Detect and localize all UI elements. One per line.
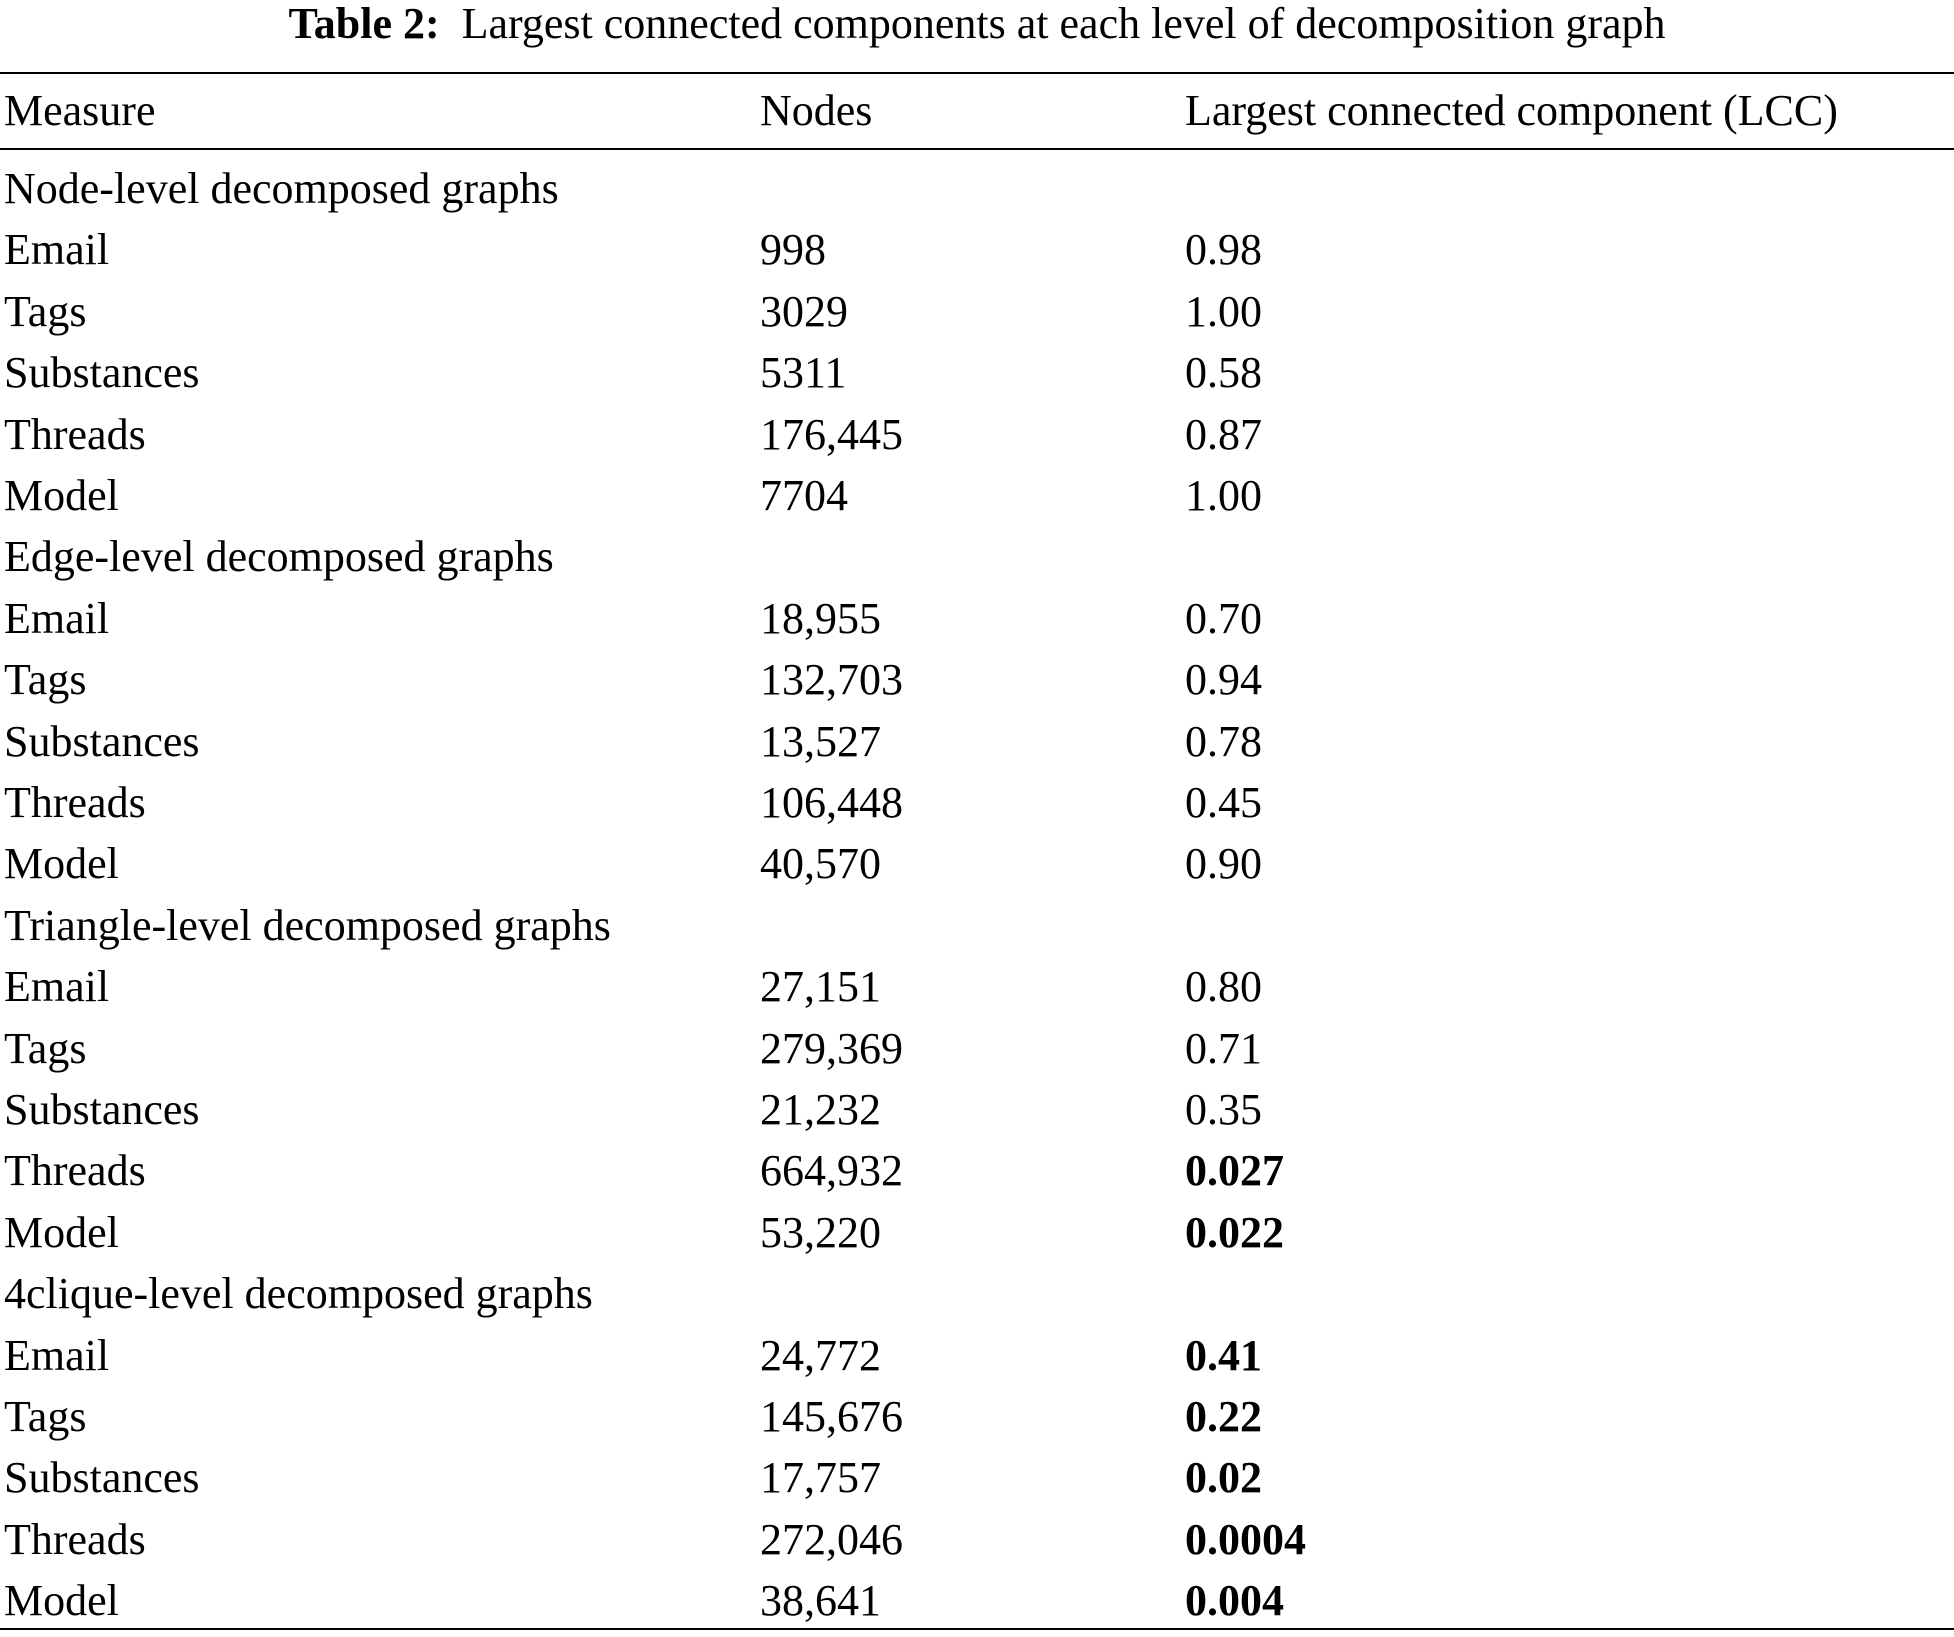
lcc-cell: 1.00 bbox=[1185, 286, 1262, 336]
nodes-cell: 5311 bbox=[760, 348, 847, 398]
nodes-cell: 18,955 bbox=[760, 593, 881, 643]
nodes-cell: 27,151 bbox=[760, 962, 881, 1012]
lcc-cell: 0.58 bbox=[1185, 348, 1262, 398]
table-row bbox=[0, 281, 1954, 342]
table-row bbox=[0, 1018, 1954, 1079]
section-heading-row bbox=[0, 158, 1954, 219]
measure-cell: Email bbox=[4, 593, 110, 643]
lcc-cell: 0.027 bbox=[1185, 1146, 1284, 1196]
table-row bbox=[0, 649, 1954, 710]
table-row bbox=[0, 1447, 1954, 1508]
table-caption bbox=[0, 0, 1954, 58]
table-row bbox=[0, 1079, 1954, 1140]
measure-cell: Threads bbox=[4, 778, 146, 827]
nodes-cell: 176,445 bbox=[760, 409, 903, 459]
nodes-cell: 145,676 bbox=[760, 1392, 903, 1441]
measure-cell: Tags bbox=[4, 286, 87, 336]
lcc-cell: 0.02 bbox=[1185, 1453, 1262, 1503]
measure-cell: Tags bbox=[4, 655, 87, 705]
lcc-cell: 0.022 bbox=[1185, 1207, 1284, 1257]
lcc-cell: 0.22 bbox=[1185, 1392, 1262, 1441]
column-header-lcc: Largest connected component (LCC) bbox=[1185, 86, 1838, 135]
section-heading-row bbox=[0, 1263, 1954, 1324]
lcc-cell: 0.94 bbox=[1185, 655, 1262, 705]
table-caption-label: Table 2: bbox=[288, 0, 440, 48]
measure-cell: Model bbox=[4, 1576, 119, 1626]
lcc-cell: 0.71 bbox=[1185, 1023, 1262, 1073]
measure-cell: Email bbox=[4, 225, 110, 275]
table-row bbox=[0, 1202, 1954, 1263]
nodes-cell: 21,232 bbox=[760, 1085, 881, 1134]
lcc-cell: 0.70 bbox=[1185, 593, 1262, 643]
lcc-cell: 0.80 bbox=[1185, 962, 1262, 1012]
table-row bbox=[0, 956, 1954, 1017]
lcc-cell: 0.98 bbox=[1185, 225, 1262, 275]
table-row bbox=[0, 772, 1954, 833]
measure-cell: Model bbox=[4, 839, 119, 889]
bottom-rule bbox=[0, 1628, 1954, 1630]
measure-cell: Email bbox=[4, 962, 110, 1012]
measure-cell: Threads bbox=[4, 1146, 146, 1196]
table-row bbox=[0, 1325, 1954, 1386]
measure-cell: Substances bbox=[4, 716, 200, 766]
measure-cell: Email bbox=[4, 1330, 110, 1380]
table-row bbox=[0, 404, 1954, 465]
lcc-cell: 0.004 bbox=[1185, 1576, 1284, 1626]
measure-cell: Model bbox=[4, 471, 119, 520]
measure-cell: Substances bbox=[4, 1085, 200, 1134]
nodes-cell: 53,220 bbox=[760, 1207, 881, 1257]
measure-cell: Threads bbox=[4, 1514, 146, 1564]
table-row bbox=[0, 1509, 1954, 1570]
table-row bbox=[0, 342, 1954, 403]
lcc-cell: 0.0004 bbox=[1185, 1514, 1306, 1564]
table-row bbox=[0, 833, 1954, 894]
nodes-cell: 3029 bbox=[760, 286, 848, 336]
nodes-cell: 272,046 bbox=[760, 1514, 903, 1564]
table-row bbox=[0, 711, 1954, 772]
lcc-cell: 1.00 bbox=[1185, 471, 1262, 520]
table-row bbox=[0, 219, 1954, 280]
table-caption-text: Largest connected components at each level of decomposition graph bbox=[461, 0, 1666, 48]
table-row bbox=[0, 588, 1954, 649]
lcc-cell: 0.45 bbox=[1185, 778, 1262, 827]
nodes-cell: 7704 bbox=[760, 471, 848, 520]
measure-cell: Tags bbox=[4, 1392, 87, 1441]
nodes-cell: 106,448 bbox=[760, 778, 903, 827]
nodes-cell: 17,757 bbox=[760, 1453, 881, 1503]
section-heading: Edge-level decomposed graphs bbox=[4, 532, 554, 582]
nodes-cell: 38,641 bbox=[760, 1576, 881, 1626]
nodes-cell: 40,570 bbox=[760, 839, 881, 889]
section-heading: 4clique-level decomposed graphs bbox=[4, 1269, 593, 1319]
nodes-cell: 132,703 bbox=[760, 655, 903, 705]
measure-cell: Substances bbox=[4, 1453, 200, 1503]
table-row bbox=[0, 1386, 1954, 1447]
section-heading: Node-level decomposed graphs bbox=[4, 164, 559, 213]
measure-cell: Tags bbox=[4, 1023, 87, 1073]
nodes-cell: 998 bbox=[760, 225, 826, 275]
measure-cell: Substances bbox=[4, 348, 200, 398]
table-row bbox=[0, 1570, 1954, 1631]
top-rule bbox=[0, 72, 1954, 74]
nodes-cell: 664,932 bbox=[760, 1146, 903, 1196]
lcc-cell: 0.90 bbox=[1185, 839, 1262, 889]
lcc-cell: 0.35 bbox=[1185, 1085, 1262, 1134]
column-header-nodes: Nodes bbox=[760, 86, 873, 135]
table-row bbox=[0, 1140, 1954, 1201]
column-header-measure: Measure bbox=[4, 86, 156, 135]
lcc-cell: 0.78 bbox=[1185, 716, 1262, 766]
lcc-cell: 0.41 bbox=[1185, 1330, 1262, 1380]
nodes-cell: 279,369 bbox=[760, 1023, 903, 1073]
measure-cell: Threads bbox=[4, 409, 146, 459]
table-row bbox=[0, 465, 1954, 526]
nodes-cell: 13,527 bbox=[760, 716, 881, 766]
section-heading-row bbox=[0, 895, 1954, 956]
section-heading: Triangle-level decomposed graphs bbox=[4, 900, 611, 950]
table-header-row bbox=[0, 80, 1954, 141]
header-rule bbox=[0, 148, 1954, 150]
measure-cell: Model bbox=[4, 1207, 119, 1257]
section-heading-row bbox=[0, 526, 1954, 587]
nodes-cell: 24,772 bbox=[760, 1330, 881, 1380]
lcc-cell: 0.87 bbox=[1185, 409, 1262, 459]
